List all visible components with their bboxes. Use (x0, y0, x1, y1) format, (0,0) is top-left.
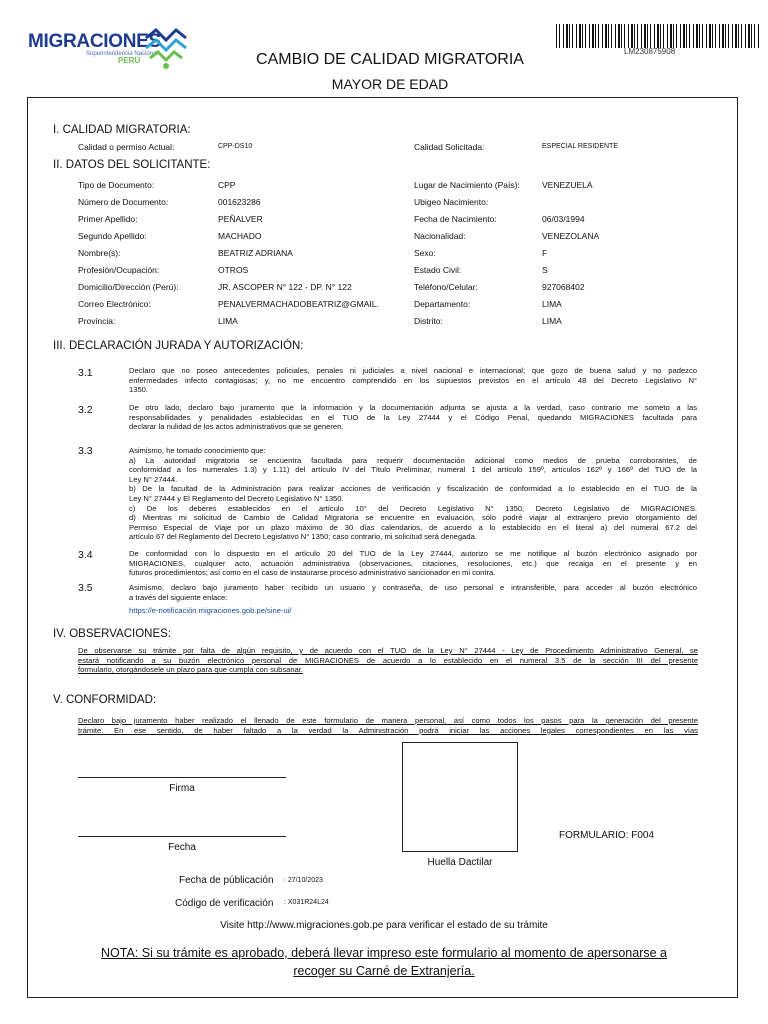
declaration-text-line: d) Mientras mi solicitud de Cambio de Calidad Migratoria se encuentre en evaluación, sólo podré viajar al extranjero previo otorgamiento del (129, 513, 697, 523)
field-label: Primer Apellido: (78, 214, 138, 224)
verification-instructions: Visite http://www.migraciones.gob.pe para verificar el estado de su trámite (220, 920, 548, 931)
field-value: OTROS (218, 265, 249, 275)
field-value: F (542, 248, 548, 258)
barcode-code: LM230875908 (624, 47, 676, 56)
declaration-text-line: c) De los deberes establecidos en el artículo 10° del Decreto Legislativo N° 1350, Decreto Legislativo de MIGRACIONES. (129, 503, 697, 513)
signature-line (78, 777, 286, 778)
field-label: Número de Documento: (78, 197, 169, 207)
declaration-text-line: 1350. (129, 385, 149, 395)
field-label: Profesión/Ocupación: (78, 265, 160, 275)
requested-status-label: Calidad Solicitada: (414, 142, 485, 152)
field-label: Nacionalidad: (414, 231, 466, 241)
field-label: Ubigeo Nacimiento: (414, 197, 489, 207)
field-label: Lugar de Nacimiento (País): (414, 180, 520, 190)
field-label: Domicilio/Dirección (Perú): (78, 282, 179, 292)
field-value: MACHADO (218, 231, 262, 241)
field-value: 06/03/1994 (542, 214, 585, 224)
observation-line: De observarse su trámite por falta de algún requisito, y de acuerdo con el TUO de la Ley N° 27444 - Ley de Procedimiento Administrativo General, se (78, 646, 698, 655)
field-value: VENEZUELA (542, 180, 593, 190)
field-label: Sexo: (414, 248, 436, 258)
conformity-line: trámite. En ese sentido, de haber faltado a la verdad la Administración podrá iniciar las acciones legales correspondientes en las vías (78, 725, 698, 735)
current-status-value: CPP-DS10 (218, 143, 253, 150)
declaration-text-line: Asimismo, he tomado conocimiento que: (129, 446, 266, 455)
section-1-heading: I. CALIDAD MIGRATORIA: (53, 124, 191, 136)
date-line (78, 836, 286, 837)
field-value: LIMA (218, 316, 238, 326)
declaration-text-line: Ley N° 27444. (129, 474, 178, 484)
declaration-number: 3.3 (78, 445, 93, 457)
logo-subtitle: Superintendencia Nacional (86, 51, 158, 57)
logo-country: PERÚ (118, 56, 141, 65)
requested-status-value: ESPECIAL RESIDENTE (542, 143, 618, 150)
note-line-2: recoger su Carné de Extranjería. (293, 964, 475, 978)
field-value: LIMA (542, 299, 562, 309)
field-label: Correo Electrónico: (78, 299, 151, 309)
note-line-1: NOTA: Si su trámite es aprobado, deberá llevar impreso este formulario al momento de apersonarse a (100, 946, 667, 960)
declaration-text-line: b) De la facultad de la Administración para realizar acciones de verificación y fiscalización de conformidad a lo establecido en el TUO de la (129, 484, 697, 494)
declaration-text-line: Declaro que no poseo antecedentes policiales, penales ni judiciales a nivel nacional e internacional; que gozo de buena salud y no padezco (129, 366, 697, 375)
section-5-heading: V. CONFORMIDAD: (53, 694, 157, 706)
declaration-text-line: conformidad a los numerales 1.3) y 1.11) del artículo IV del Título Preliminar, numeral 1 del artículo 159º, artículos 162º y 166º del TUO de la (129, 465, 697, 475)
declaration-text-line: declarar la nulidad de los actos administrativos que se generen. (129, 422, 344, 432)
section-2-heading: II. DATOS DEL SOLICITANTE: (53, 159, 211, 171)
field-value: S (542, 265, 548, 275)
field-value: 927068402 (542, 282, 585, 292)
field-value: 001623286 (218, 197, 261, 207)
date-label: Fecha (168, 842, 196, 853)
declaration-text-line: enfermedades infecto contagiosas; y, no me encuentro comprendido en los supuestos previstos en el artículo 48 del Decreto Legislativo N° (129, 375, 697, 385)
declaration-text-line: responsabilidades y penalidades establecidas en el TUO de la Ley 27444 y el Código Penal, quedando MIGRACIONES facultada para (129, 412, 697, 422)
observation-line: formulario, otorgándosele un plazo para que cumpla con subsanar. (78, 665, 304, 675)
field-value: PENALVERMACHADOBEATRIZ@GMAIL. (218, 299, 379, 309)
field-value: PEÑALVER (218, 214, 263, 224)
declaration-text-line: Ley N° 27444 y El Reglamento del Decreto Legislativo N° 1350. (129, 494, 344, 503)
field-label: Tipo de Documento: (78, 180, 155, 190)
declaration-text-line: Permiso Especial de Viaje por un plazo máximo de 30 días calendarios, de acuerdo a lo establecido en el literal a) del numeral 67.2 del (129, 522, 697, 532)
note (80, 944, 688, 980)
declaration-number: 3.1 (78, 367, 93, 379)
conformity-line: Declaro bajo juramento haber realizado el llenado de este formulario de manera personal, así como todos los pasos para la generación del presente (78, 716, 698, 725)
declaration-text-line: a través del siguiente enlace: (129, 592, 228, 602)
document-subtitle: MAYOR DE EDAD (331, 76, 449, 92)
field-value: LIMA (542, 316, 562, 326)
logo-wordmark: MIGRACIONES (28, 31, 161, 52)
declaration-text-line: De conformidad con lo dispuesto en el artículo 20 del TUO de la Ley 27444, autorizo se me notifique al buzón electrónico asignado por (129, 549, 697, 558)
document-title: CAMBIO DE CALIDAD MIGRATORIA (256, 51, 524, 68)
barcode-icon (556, 24, 759, 48)
notification-link[interactable]: https://e-notificación.migraciones.gob.pe/sine-ui/ (129, 606, 292, 615)
declaration-text-line: futuros procedimientos; así como en el caso de instaurarse proceso administrativo sancionador en mi contra. (129, 568, 496, 578)
field-value: BEATRIZ ADRIANA (218, 248, 293, 258)
declaration-number: 3.5 (78, 582, 93, 594)
migraciones-logo-icon (142, 22, 190, 70)
field-label: Estado Civil: (414, 265, 462, 275)
declaration-text-line: De otro lado, declaro bajo juramento que la información y la documentación adjunta se ajusta a la verdad, caso contrario me someto a las (129, 403, 697, 412)
field-value: VENEZOLANA (542, 231, 600, 241)
section-4-heading: IV. OBSERVACIONES: (53, 628, 172, 640)
verification-code-label: Código de verificación (175, 898, 274, 909)
field-label: Fecha de Nacimiento: (414, 214, 497, 224)
field-label: Teléfono/Celular: (414, 282, 478, 292)
verification-code-value: : X031R24L24 (284, 899, 329, 906)
field-label: Segundo Apellido: (78, 231, 147, 241)
section-3-heading: III. DECLARACIÓN JURADA Y AUTORIZACIÓN: (53, 340, 304, 352)
field-label: Distrito: (414, 316, 443, 326)
current-status-label: Calidad o permiso Actual: (78, 142, 175, 152)
signature-label: Firma (169, 783, 195, 794)
declaration-number: 3.4 (78, 549, 93, 561)
fingerprint-label: Huella Dactilar (427, 857, 493, 868)
field-label: Departamento: (414, 299, 471, 309)
declaration-number: 3.2 (78, 404, 93, 416)
publication-date-label: Fecha de públicación (179, 875, 274, 886)
publication-date-value: : 27/10/2023 (284, 877, 323, 884)
declaration-text-line: Asimismo, declaro bajo juramento haber recibido un usuario y contraseña, de uso personal e intransferible, para acceder al buzón electrónico (129, 583, 697, 592)
declaration-text-line: a) La autoridad migratoria se encuentra facultada para requerir documentación adicional como medios de prueba corroborantes, de (129, 455, 697, 465)
fingerprint-box (402, 742, 518, 852)
field-value: CPP (218, 180, 236, 190)
field-label: Provincia: (78, 316, 116, 326)
form-number: FORMULARIO: F004 (559, 830, 655, 841)
field-value: JR. ASCOPER N° 122 - DP. N° 122 (218, 282, 352, 292)
observation-line: estará notificando a su buzón electrónico personal de MIGRACIONES de acuerdo a lo establecido en el numeral 3.5 de la sección III del presente (78, 655, 698, 665)
declaration-text-line: artículo 67 del Reglamento del Decreto Legislativo N° 1350; caso contrario, mi solicitud será denegada. (129, 532, 477, 542)
field-label: Nombre(s): (78, 248, 121, 258)
declaration-text-line: MIGRACIONES, cualquier acto, actuación administrativa (observaciones, citaciones, resoluciones, etc.) que recaiga en el presente y en (129, 558, 697, 568)
